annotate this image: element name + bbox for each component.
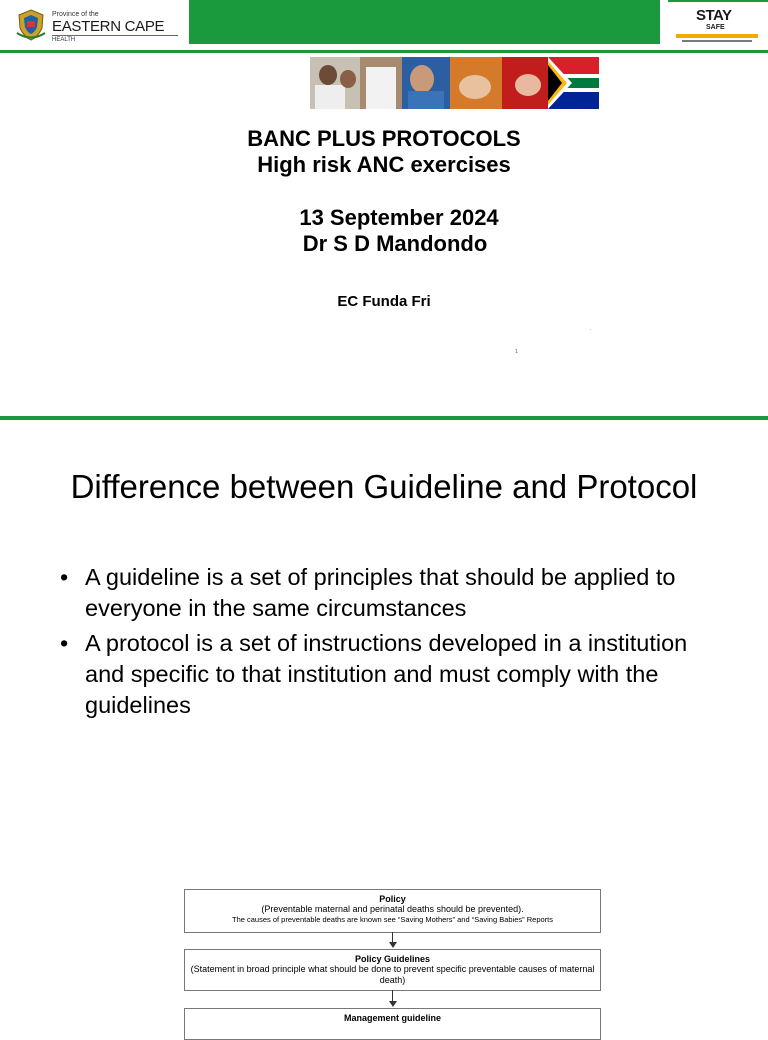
flowchart-box-text: (Statement in broad principle what should be done to prevent specific preventable causes of maternal death) xyxy=(190,964,595,985)
slide1-event: EC Funda Fri xyxy=(337,293,431,310)
slide1-subtitle: High risk ANC exercises xyxy=(257,152,511,177)
slide1-page-number: 1 xyxy=(515,349,518,355)
stay-safe-subtitle: SAFE xyxy=(706,24,725,31)
header-green-bar xyxy=(189,0,660,44)
flowchart-arrow-line xyxy=(392,932,393,942)
logo-health-text: HEALTH xyxy=(52,37,76,43)
flowchart-box-heading: Management guideline xyxy=(343,1013,441,1023)
header-right-rule xyxy=(668,0,768,2)
slide1-date: 13 September 2024 xyxy=(299,205,499,230)
stay-safe-fine-print xyxy=(682,40,752,42)
flowchart-box-note: The causes of preventable deaths are known see “Saving Mothers” and “Saving Babies” Reports xyxy=(231,915,553,924)
arrow-down-icon xyxy=(389,942,397,948)
flowchart-box-policy-guidelines xyxy=(184,949,601,991)
flowchart-box-management-guideline xyxy=(184,1008,601,1040)
slide1-presenter: Dr S D Mandondo xyxy=(302,231,488,256)
flowchart-box-heading: Policy Guidelines xyxy=(354,954,431,964)
arrow-down-icon xyxy=(389,1001,397,1007)
bullet-glyph: • xyxy=(60,564,69,590)
photo-collage xyxy=(310,57,599,109)
bullet-text: A guideline is a set of principles that should be applied to everyone in the same circumstances xyxy=(85,564,676,621)
bullet-text: A protocol is a set of instructions developed in a institution and specific to that institution and must comply with the guidelines xyxy=(85,630,688,718)
bullet-item xyxy=(60,628,720,721)
logo-eastern-cape-text: EASTERN CAPE xyxy=(52,18,165,35)
logo-rule xyxy=(52,35,178,36)
flowchart-box-heading: Policy xyxy=(379,894,406,904)
flowchart-box-text: (Preventable maternal and perinatal deaths should be prevented). xyxy=(261,904,524,914)
flowchart-arrow-line xyxy=(392,990,393,1001)
bullet-glyph: • xyxy=(60,630,69,656)
slide-header xyxy=(0,0,768,52)
header-rule xyxy=(0,50,768,53)
flowchart-box-policy xyxy=(184,889,601,933)
coat-of-arms-icon xyxy=(14,8,48,42)
slide1-dot: . xyxy=(590,326,592,332)
slide-divider xyxy=(0,416,768,420)
eastern-cape-health-logo xyxy=(14,8,182,44)
logo-province-text: Province of the xyxy=(52,11,99,18)
stay-safe-logo xyxy=(672,4,764,48)
slide2-title: Difference between Guideline and Protocol xyxy=(70,468,698,505)
slide1-title: BANC PLUS PROTOCOLS xyxy=(247,126,521,151)
bullet-item xyxy=(60,562,720,624)
stay-safe-title: STAY xyxy=(696,7,732,24)
stay-safe-strip xyxy=(676,34,758,38)
